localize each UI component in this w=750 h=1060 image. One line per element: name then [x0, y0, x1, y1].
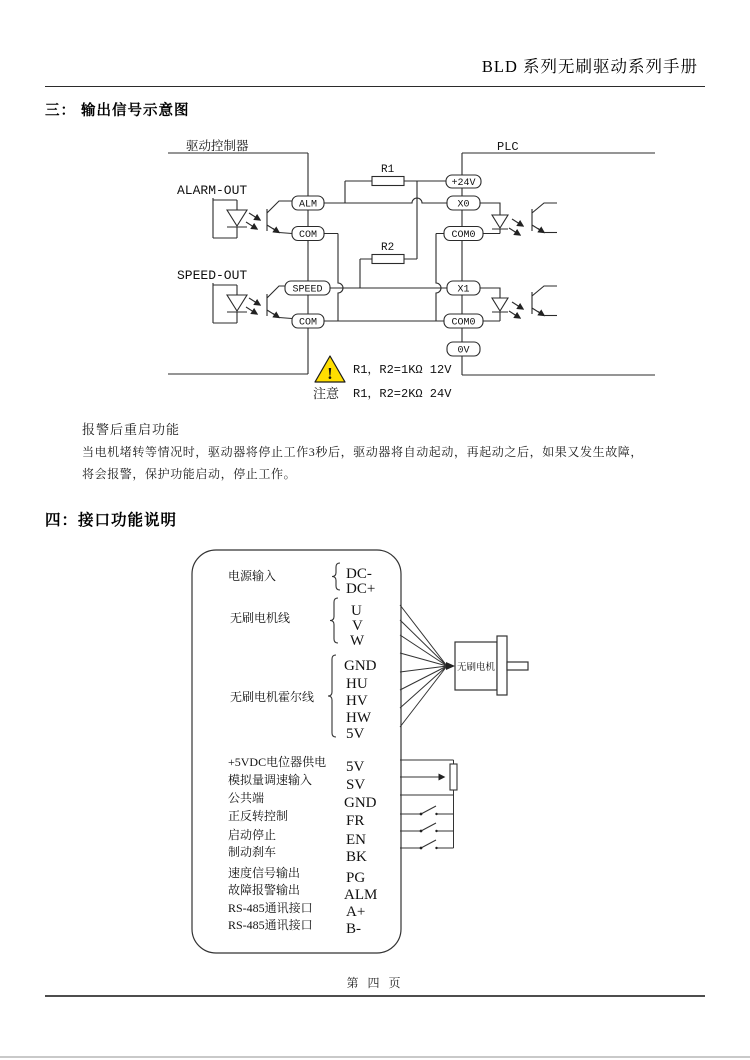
- header-rule: [45, 86, 705, 87]
- restart-note-title: 报警后重启功能: [82, 422, 181, 437]
- r2-label: R2: [381, 242, 395, 254]
- resistor-r2: [372, 255, 404, 264]
- pin-hv: HV: [346, 693, 368, 709]
- pin-alm: ALM: [344, 887, 378, 903]
- pin-gnd-common: GND: [344, 795, 377, 811]
- io-label-hall-wires: 无刷电机霍尔线: [230, 690, 315, 704]
- restart-note-line1: 当电机堵转等情况时，驱动器将停止工作3秒后，驱动器将自动起动，再起动之后，如果又发生故障，: [82, 445, 644, 459]
- section4-heading: 四：接口功能说明: [45, 512, 178, 529]
- io-group-pins: [344, 566, 377, 742]
- pin-5v-supply: 5V: [346, 759, 365, 775]
- terminal-0v: 0V: [457, 345, 470, 357]
- harness-arrowhead: [446, 662, 455, 670]
- alarm-out-label: ALARM-OUT: [177, 183, 248, 198]
- row-label-run-stop: 启动停止: [228, 828, 277, 842]
- pin-hu: HU: [346, 676, 368, 692]
- row-label-speed-signal: 速度信号输出: [228, 866, 301, 880]
- row-label-brake: 制动刹车: [228, 845, 277, 859]
- terminal-com: COM: [298, 230, 318, 241]
- r1-label: R1: [381, 164, 395, 176]
- terminal-speed: SPEED: [292, 284, 323, 296]
- pin-hw: HW: [346, 710, 371, 726]
- terminal-24v: +24V: [451, 178, 476, 189]
- warning-caption: 注意: [313, 386, 340, 401]
- terminal-com0: COM0: [451, 317, 476, 329]
- page-bottom-edge: [0, 1056, 750, 1058]
- warning-exclamation: !: [327, 364, 333, 383]
- potentiometer-icon: [450, 764, 457, 790]
- io-group-labels: [228, 568, 314, 704]
- brushless-motor-icon: [455, 636, 528, 695]
- io-label-power: 电源输入: [228, 569, 277, 583]
- row-label-analog-speed: 模拟量调速输入: [228, 773, 313, 787]
- pin-5v: 5V: [346, 726, 365, 742]
- section3-heading: 三： 输出信号示意图: [45, 103, 190, 119]
- pin-dc-plus: DC+: [346, 581, 376, 597]
- io-row-labels: [228, 754, 326, 932]
- pin-dc-minus: DC-: [346, 566, 372, 582]
- io-label-motor-wires: 无刷电机线: [230, 611, 291, 625]
- footer-rule: [45, 995, 705, 997]
- restart-note-line2: 将会报警，保护功能启动，停止工作。: [82, 467, 297, 481]
- output-signal-diagram: [60, 135, 660, 415]
- warning-note: [313, 356, 452, 401]
- plc-input-optocoupler-icon: [492, 203, 557, 235]
- plc-box-label: PLC: [497, 140, 519, 154]
- pin-pg: PG: [346, 870, 366, 886]
- pin-bk: BK: [346, 849, 367, 865]
- resistor-r1: [372, 177, 404, 186]
- io-row-pins: [344, 759, 377, 937]
- terminal-com: COM: [298, 317, 318, 329]
- alarm-optocoupler-icon: [213, 198, 292, 238]
- interface-diagram: [185, 545, 550, 970]
- warning-line1: R1，R2=1KΩ 12V: [353, 363, 452, 377]
- pin-v: V: [352, 618, 363, 634]
- plc-input-optocoupler-icon: [492, 286, 557, 318]
- motor-harness-lines: [400, 605, 447, 727]
- pin-fr: FR: [346, 813, 365, 829]
- pin-sv: SV: [346, 777, 366, 793]
- pin-w: W: [350, 633, 365, 649]
- row-label-alarm-out: 故障报警输出: [228, 883, 301, 897]
- terminal-x1: X1: [457, 284, 470, 296]
- pin-gnd: GND: [344, 658, 377, 674]
- speed-out-label: SPEED-OUT: [177, 268, 248, 283]
- row-label-pot-supply: +5VDC电位器供电: [228, 755, 327, 769]
- row-label-rs485-b: RS-485通讯接口: [228, 918, 313, 932]
- terminal-x0: X0: [457, 199, 470, 211]
- control-wiring: [400, 760, 454, 848]
- row-label-direction: 正反转控制: [228, 809, 289, 823]
- row-label-rs485-a: RS-485通讯接口: [228, 901, 313, 915]
- terminal-alm: ALM: [298, 199, 318, 211]
- warning-line2: R1，R2=2KΩ 24V: [353, 387, 452, 401]
- pin-group-braces: [328, 563, 340, 737]
- document-title: BLD 系列无刷驱动系列手册: [481, 57, 698, 76]
- row-label-common: 公共端: [228, 791, 265, 805]
- speed-optocoupler-icon: [213, 283, 292, 323]
- driver-box-label: 驱动控制器: [186, 139, 249, 153]
- pin-b-minus: B-: [346, 921, 361, 937]
- motor-label: 无刷电机: [456, 663, 496, 673]
- pin-a-plus: A+: [346, 904, 366, 920]
- footer-page-number: 第 四 页: [346, 976, 404, 990]
- terminal-com0: COM0: [451, 230, 476, 241]
- pin-u: U: [351, 603, 362, 619]
- pin-en: EN: [346, 832, 366, 848]
